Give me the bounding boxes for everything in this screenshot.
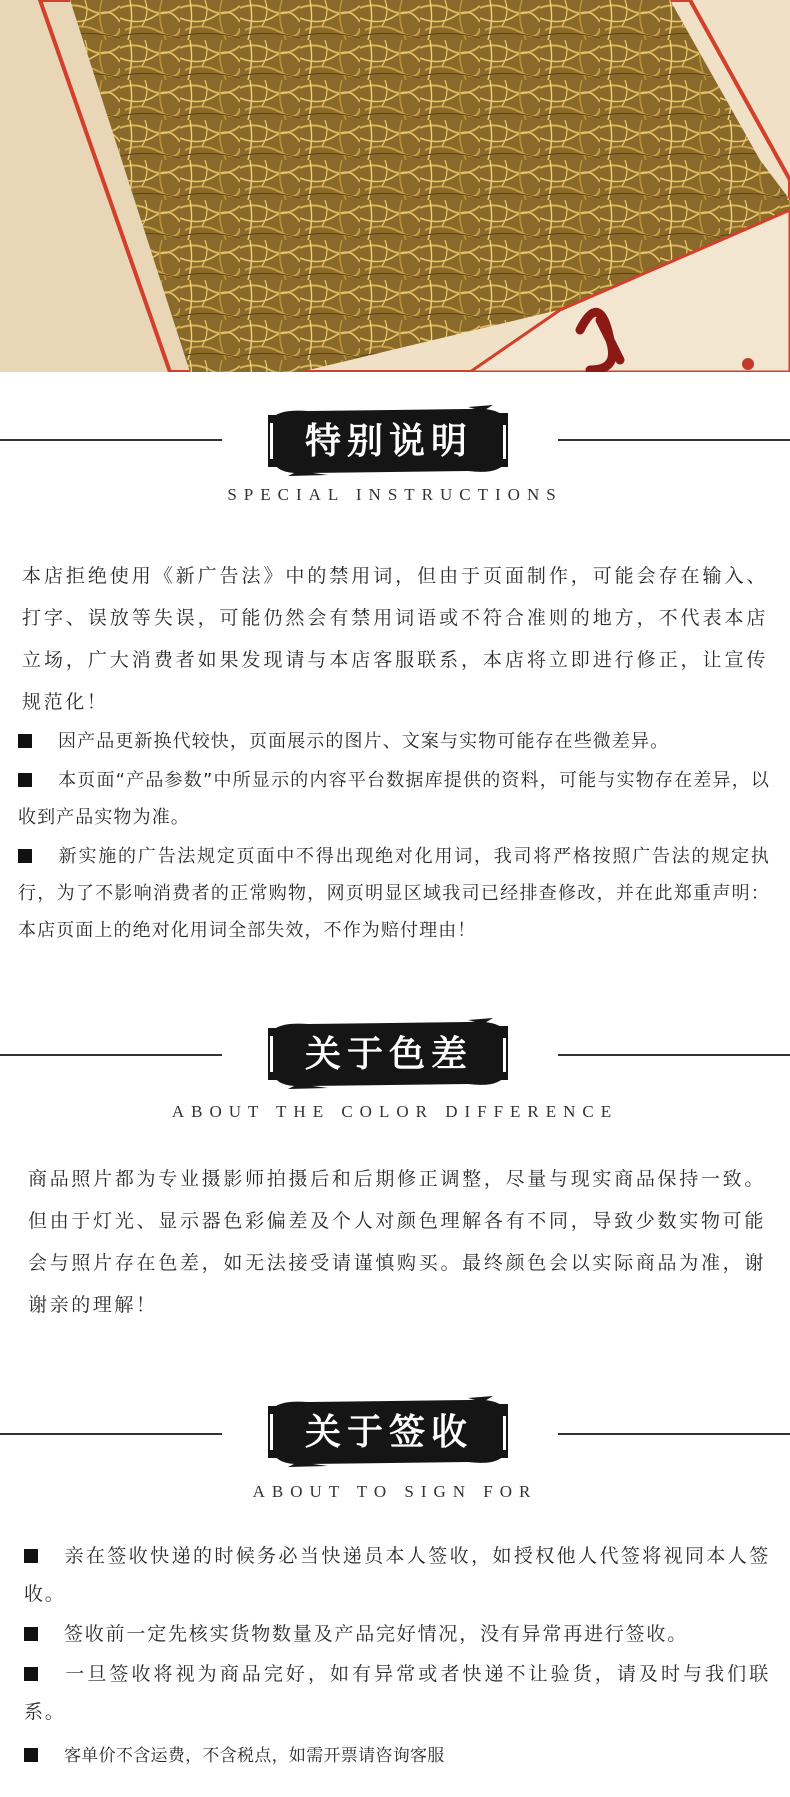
bullet-square-icon <box>24 1549 38 1563</box>
special-paragraph: 本店拒绝使用《新广告法》中的禁用词，但由于页面制作，可能会存在输入、打字、误放等失误，可能仍然会有禁用词语或不符合准则的地方，不代表本店立场，广大消费者如果发现请与本店客服联系，本店将立即进行修正，让宣传规范化！ <box>22 565 768 713</box>
divider-line-right <box>558 439 790 441</box>
product-hero-image <box>0 0 790 372</box>
bullet-square-icon <box>18 773 32 787</box>
sign-bullets <box>24 1537 770 1775</box>
section-header-special <box>0 405 790 515</box>
bullet-square-icon <box>18 849 32 863</box>
divider-line-left <box>0 1433 222 1435</box>
section-title: 关于签收 <box>304 1411 473 1453</box>
divider-line-right <box>558 1054 790 1056</box>
section-subtitle: SPECIAL INSTRUCTIONS <box>227 485 563 504</box>
bullet-item: 亲在签收快递的时候务必当快递员本人签收，如授权他人代签将视同本人签收。 <box>24 1545 770 1605</box>
bullet-item: 一旦签收将视为商品完好，如有异常或者快递不让验货，请及时与我们联系。 <box>24 1663 770 1723</box>
special-bullets <box>18 723 770 949</box>
color-paragraph: 商品照片都为专业摄影师拍摄后和后期修正调整，尽量与现实商品保持一致。但由于灯光、显示器色彩偏差及个人对颜色理解各有不同，导致少数实物可能会与照片存在色差，如无法接受请谨慎购买。最终颜色会以实际商品为准，谢谢亲的理解！ <box>28 1168 766 1316</box>
bullet-item: 因产品更新换代较快，页面展示的图片、文案与实物可能存在些微差异。 <box>18 723 770 760</box>
herb-box-illustration <box>0 0 790 372</box>
section-title: 特别说明 <box>304 420 473 462</box>
bullet-item: 签收前一定先核实货物数量及产品完好情况，没有异常再进行签收。 <box>24 1615 770 1653</box>
divider-line-left <box>0 439 222 441</box>
section-title: 关于色差 <box>304 1033 473 1075</box>
bullet-square-icon <box>24 1667 38 1681</box>
bullet-square-icon <box>24 1748 38 1762</box>
brush-title-badge <box>268 405 510 477</box>
section-subtitle: ABOUT THE COLOR DIFFERENCE <box>171 1102 619 1121</box>
brush-title-badge <box>268 1018 510 1090</box>
brush-title-badge <box>268 1396 510 1468</box>
divider-line-left <box>0 1054 222 1056</box>
section-header-sign <box>0 1396 790 1506</box>
bullet-item: 本页面“产品参数”中所显示的内容平台数据库提供的资料，可能与实物存在差异，以收到产品实物为准。 <box>18 770 770 828</box>
bullet-square-icon <box>18 734 32 748</box>
special-paragraph-block <box>22 555 768 723</box>
bullet-item: 新实施的广告法规定页面中不得出现绝对化用词，我司将严格按照广告法的规定执行，为了不影响消费者的正常购物，网页明显区域我司已经排查修改，并在此郑重声明：本店页面上的绝对化用词全部失效，不作为赔付理由！ <box>18 846 770 941</box>
color-paragraph-block <box>28 1158 766 1326</box>
section-header-color <box>0 1018 790 1128</box>
section-subtitle: ABOUT TO SIGN FOR <box>252 1482 538 1501</box>
divider-line-right <box>558 1433 790 1435</box>
bullet-item: 客单价不含运费，不含税点，如需开票请咨询客服 <box>24 1737 770 1775</box>
bullet-square-icon <box>24 1627 38 1641</box>
